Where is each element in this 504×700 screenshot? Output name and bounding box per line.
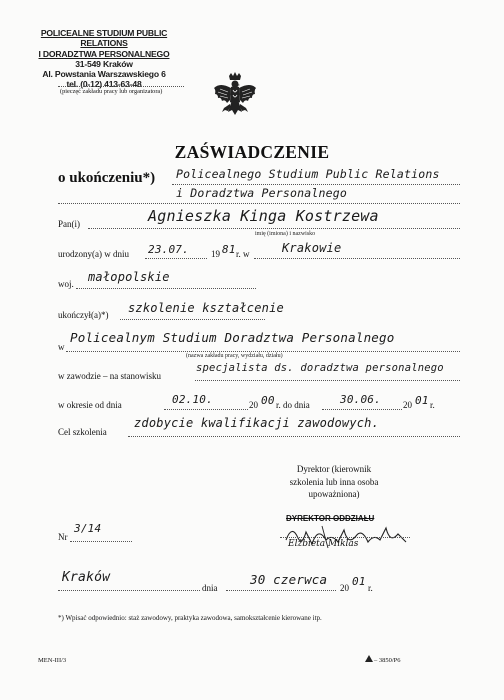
date-to: 30.06.	[340, 393, 381, 406]
profession-dots	[195, 380, 460, 381]
course-name-line-1: Policealnego Studium Public Relations	[176, 167, 440, 181]
director-line-1: Dyrektor (kierownik	[296, 464, 372, 474]
course-line-1-dots	[172, 184, 460, 185]
stamp-caption-line	[58, 86, 184, 87]
director-stamp-title: DYREKTOR ODDZIAŁU	[286, 514, 375, 523]
birth-year-suffix: 81	[222, 243, 236, 256]
place-dots	[58, 590, 200, 591]
stamp-line-3: 31-549 Kraków	[75, 58, 133, 69]
birth-label: urodzony(a) w dniu	[58, 249, 129, 259]
completed-type: szkolenie kształcenie	[128, 301, 284, 315]
director-line-3: upoważniona)	[308, 489, 360, 499]
institution-name: Policealnym Studium Doradztwa Personalnego	[70, 330, 395, 345]
stamp-caption: (pieczęć zakładu pracy lub organizatora)	[60, 88, 163, 95]
form-code: MEN-III/3	[38, 657, 67, 664]
issue-date-dots	[226, 590, 336, 591]
stamp-line-2: I DORADZTWA PERSONALNEGO	[38, 48, 170, 59]
year-from-suffix: 00	[261, 394, 275, 407]
completed-dots	[120, 319, 265, 320]
document-title: ZAŚWIADCZENIE	[174, 142, 330, 162]
birth-place-dots	[254, 258, 460, 259]
signature-dots	[280, 537, 410, 538]
birth-place: Krakowie	[282, 241, 342, 255]
voivodeship: małopolskie	[88, 270, 170, 284]
dnia-label: dnia	[202, 583, 218, 593]
stamp-line-5: tel. (0-12) 413-63-48	[66, 79, 142, 90]
completed-label: ukończył(a)*)	[58, 310, 109, 320]
institution-label: w	[58, 342, 65, 352]
course-line-2-dots	[58, 203, 460, 204]
director-name: Elżbieta Miklas	[288, 539, 359, 549]
course-name-line-2: i Doradztwa Personalnego	[176, 186, 347, 200]
voivodeship-label: woj.	[58, 279, 74, 289]
issue-year-prefix: 20	[340, 583, 349, 593]
year-from-prefix: 20	[249, 400, 258, 410]
profession: specjalista ds. doradztwa personalnego	[196, 362, 444, 374]
number-value: 3/14	[74, 522, 102, 535]
issue-r: r.	[368, 583, 373, 593]
number-dots	[70, 541, 132, 542]
triangle-icon	[365, 655, 373, 663]
birth-r-w: r. w	[236, 249, 250, 259]
footnote: *) Wpisać odpowiednio: staż zawodowy, praktyka zawodowa, samokształcenie kierowane itp.	[58, 614, 322, 622]
institution-stamp	[30, 28, 178, 90]
period-r-end: r.	[430, 400, 435, 410]
training-goal: zdobycie kwalifikacji zawodowych.	[134, 416, 380, 430]
goal-dots	[128, 436, 460, 437]
document-subtitle: o ukończeniu*)	[58, 170, 156, 186]
r-do-dnia: r. do dnia	[276, 400, 310, 410]
name-dots	[88, 228, 460, 229]
profession-label: w zawodzie – na stanowisku	[58, 371, 161, 381]
date-from-dots	[164, 409, 248, 410]
name-label: Pan(i)	[58, 219, 80, 229]
stamp-line-1: POLICEALNE STUDIUM PUBLIC RELATIONS	[40, 28, 168, 49]
polish-eagle-emblem-icon	[212, 72, 258, 124]
institution-caption: (nazwa zakładu pracy, wydziału, działu)	[186, 353, 283, 359]
institution-dots	[66, 351, 460, 352]
name-caption: imię (imiona) i nazwisko	[255, 231, 316, 237]
date-from: 02.10.	[172, 393, 213, 406]
director-block	[272, 463, 396, 501]
full-name: Agnieszka Kinga Kostrzewa	[148, 207, 379, 225]
goal-label: Cel szkolenia	[58, 427, 107, 437]
birth-date: 23.07.	[148, 243, 189, 256]
period-label: w okresie od dnia	[58, 400, 122, 410]
issue-date: 30 czerwca	[250, 572, 328, 587]
director-line-2: szkolenia lub inna osoba	[289, 476, 379, 487]
issue-place: Kraków	[62, 570, 111, 585]
voivodeship-dots	[76, 288, 256, 289]
issue-year-suffix: 01	[352, 575, 366, 588]
number-label: Nr	[58, 532, 68, 542]
birth-date-dots	[145, 258, 207, 259]
year-to-suffix: 01	[415, 394, 429, 407]
birth-year-prefix: 19	[211, 249, 220, 259]
year-to-prefix: 20	[403, 400, 412, 410]
stamp-line-4: Al. Powstania Warszawskiego 6	[42, 69, 166, 80]
date-to-dots	[322, 409, 402, 410]
print-code: – 3850/P6	[374, 657, 401, 664]
